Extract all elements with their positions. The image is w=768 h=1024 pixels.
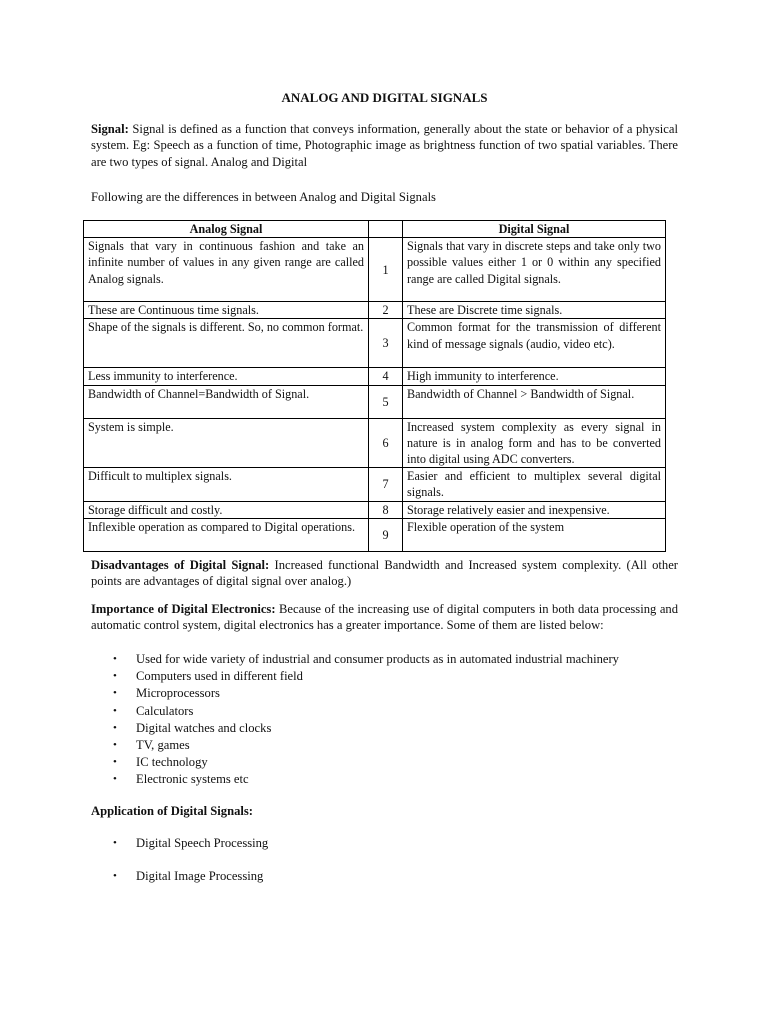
table-row [84,418,666,468]
analog-cell: Difficult to multiplex signals. [84,468,369,501]
bullet-icon: • [113,653,117,665]
analog-cell: Signals that vary in continuous fashion and take an infinite number of values in any given range are called Analog signals. [84,238,369,302]
bullet-icon: • [113,837,117,849]
list-item-text: Electronic systems etc [136,772,249,787]
table-row [84,501,666,518]
intro-paragraph: Following are the differences in between Analog and Digital Signals [91,190,436,204]
list-item-text: Digital watches and clocks [136,720,272,735]
bullet-icon: • [113,869,117,882]
table-row [84,319,666,368]
table-row [84,468,666,501]
list-item-text: TV, games [136,737,190,752]
bullet-icon: • [113,756,117,769]
page-title: ANALOG AND DIGITAL SIGNALS [281,90,488,105]
digital-cell: Easier and efficient to multiplex several digital signals. [403,468,666,501]
row-number: 7 [369,468,403,501]
analog-cell: Storage difficult and costly. [84,501,369,518]
row-number: 9 [369,518,403,551]
table-row [84,302,666,319]
importance-paragraph [91,601,678,634]
list-item-text: Computers used in different field [136,669,303,684]
digital-cell: Flexible operation of the system [403,518,666,551]
analog-cell: System is simple. [84,418,369,468]
digital-cell: Common format for the transmission of different kind of message signals (audio, video etc). [403,319,666,368]
row-number: 3 [369,319,403,368]
list-item-text: Used for wide variety of industrial and consumer products as in automated industrial machinery [136,652,619,666]
list-item [91,668,619,685]
importance-list [91,651,619,789]
analog-cell: Inflexible operation as compared to Digital operations. [84,518,369,551]
list-item-text: Calculators [136,703,194,718]
digital-cell: These are Discrete time signals. [403,302,666,319]
list-item [91,651,619,668]
table-row [84,385,666,418]
digital-cell: Increased system complexity as every signal in nature is in analog form and has to be converted into digital using ADC converters. [403,418,666,468]
signal-label: Signal: [91,122,129,136]
row-number: 4 [369,368,403,385]
header-analog: Analog Signal [84,221,369,238]
disadvantages-text: Increased functional Bandwidth and Increased system complexity. (All other points are advantages of digital signal over analog.) [91,558,678,589]
table-row [84,238,666,302]
signal-paragraph [91,121,678,170]
analog-cell: Bandwidth of Channel=Bandwidth of Signal. [84,385,369,418]
disadvantages-paragraph [91,557,678,590]
list-item-text: Digital Speech Processing [136,836,269,850]
analog-cell: Less immunity to interference. [84,368,369,385]
application-label: Application of Digital Signals: [91,804,253,818]
list-item [91,868,268,901]
digital-cell: Bandwidth of Channel > Bandwidth of Signal. [403,385,666,418]
analog-cell: These are Continuous time signals. [84,302,369,319]
importance-text: Because of the increasing use of digital computers in both data processing and automatic control system, digital electronics has a greater importance. Some of them are listed below: [91,602,679,633]
table-row [84,368,666,385]
analog-cell: Shape of the signals is different. So, no common format. [84,319,369,368]
row-number: 6 [369,418,403,468]
bullet-icon: • [113,704,117,717]
application-list [91,835,268,900]
bullet-icon: • [113,670,117,683]
disadvantages-label: Disadvantages of Digital Signal: [91,558,270,572]
list-item-text: Digital Image Processing [136,868,264,883]
digital-cell: Signals that vary in discrete steps and take only two possible values either 1 or 0 within any specified range are called Digital signals. [403,238,666,302]
bullet-icon: • [113,721,117,734]
header-number [369,221,403,238]
digital-cell: Storage relatively easier and inexpensive. [403,501,666,518]
list-item [91,720,619,737]
row-number: 2 [369,302,403,319]
list-item-text: IC technology [136,755,208,770]
list-item [91,737,619,754]
table-header-row [84,221,666,238]
row-number: 8 [369,501,403,518]
bullet-icon: • [113,773,117,786]
bullet-icon: • [113,687,117,700]
list-item [91,703,619,720]
list-item [91,771,619,788]
list-item [91,835,268,868]
list-item-text: Microprocessors [136,686,220,701]
table-row [84,518,666,551]
digital-cell: High immunity to interference. [403,368,666,385]
importance-label: Importance of Digital Electronics: [91,602,276,616]
list-item [91,685,619,702]
bullet-icon: • [113,738,117,751]
header-digital: Digital Signal [403,221,666,238]
row-number: 5 [369,385,403,418]
list-item [91,754,619,771]
application-paragraph [91,803,678,819]
signal-text: Signal is defined as a function that conveys information, generally about the state or behavior of a physical system. Eg: Speech as a function of time, Photographic image as brightness function of two spatial variables. There are two types of signal. Analog and Digital [91,122,678,169]
comparison-table [83,220,666,552]
row-number: 1 [369,238,403,302]
